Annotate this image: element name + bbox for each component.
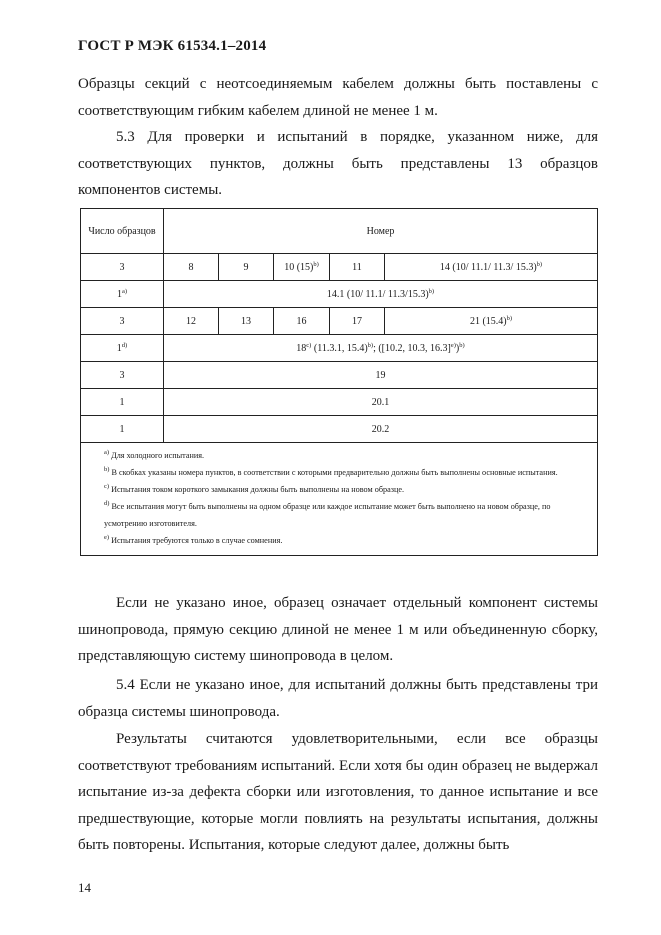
- footnote-ref: b): [313, 260, 319, 268]
- cell-samples: 1: [81, 389, 164, 416]
- paragraph-sample-definition: Если не указано иное, образец означает отдельный компонент системы шинопровода, прямую секцию длиной не менее 1 м или объединенную сборку, представляющую систему шинопровода в целом.: [78, 595, 598, 664]
- cell-samples: 1$^{d)}$: [81, 335, 164, 362]
- cell-number: 17: [330, 308, 385, 335]
- cell-number: 8: [164, 254, 219, 281]
- cell-number: 10 $(15)^{b)}$: [274, 254, 330, 281]
- table-row: [81, 254, 598, 281]
- table-row: [81, 362, 598, 389]
- table-row: [81, 389, 598, 416]
- footnote: $^{c)}$ Испытания током короткого замыкания должны быть выполнены на новом образце.: [104, 483, 405, 494]
- paragraph-cable-samples: Образцы секций с неотсоединяемым кабелем должны быть поставлены с соответствующим гибким кабелем длиной не менее 1 м.: [78, 76, 598, 119]
- cell-number: 9: [219, 254, 274, 281]
- paragraph-5-4: 5.4 Если не указано иное, для испытаний должны быть представлены три образца системы шинопровода.: [78, 677, 598, 720]
- cell-number: 20.1: [164, 389, 598, 416]
- cell-number: 11: [330, 254, 385, 281]
- header-cell-samples: Число образцов: [81, 209, 164, 254]
- cell-number: 21 $(15.4)^{b)}$: [385, 308, 598, 335]
- footnote-ref: b): [428, 287, 435, 295]
- cell-number: 18$^{c)}$ (11.3.1, 15.4)$^{b)}$; ([10.2, 10.3, 16.3]$^{e)}$)$^{b)}$: [164, 335, 598, 362]
- footnote-ref: b): [536, 260, 543, 268]
- cell-number: 12: [164, 308, 219, 335]
- cell-samples: 1$^{a)}$: [81, 281, 164, 308]
- table-notes: [81, 443, 598, 556]
- table-row: [81, 281, 598, 308]
- document-header: ГОСТ Р МЭК 61534.1–2014: [78, 38, 267, 54]
- cell-number: 14 (10/ 11.1/ 11.3/ 15.3)$^{b)}$: [385, 254, 598, 281]
- footnote: $^{a)}$ Для холодного испытания.: [104, 449, 205, 460]
- cell-number: 16: [274, 308, 330, 335]
- cell-number: 20.2: [164, 416, 598, 443]
- cell-samples: 3: [81, 254, 164, 281]
- cell-samples: 3: [81, 308, 164, 335]
- cell-number: 14.1 (10/ 11.1/ 11.3/15.3)$^{b)}$: [164, 281, 598, 308]
- samples-table: [80, 208, 598, 556]
- table-row: [81, 335, 598, 362]
- cell-number: 13: [219, 308, 274, 335]
- cell-samples: 1: [81, 416, 164, 443]
- cell-number: 19: [164, 362, 598, 389]
- table-header-row: [81, 209, 598, 254]
- footnote: $^{e)}$ Испытания требуются только в случае сомнения.: [104, 534, 283, 545]
- paragraph-5-3: 5.3 Для проверки и испытаний в порядке, указанном ниже, для соответствующих пунктов, должны быть представлены 13 образцов компонентов системы.: [78, 129, 598, 198]
- paragraph-results: Результаты считаются удовлетворительными, если все образцы соответствуют требованиям испытаний. Если хотя бы один образец не выдержал испытание из-за дефекта сборки или изготовления, то данное испытание и все предшествующие, которые могли повлиять на результаты испытания, должны быть повторены. Испытания, которые следуют далее, должны быть: [78, 731, 598, 853]
- footnote-ref: d): [121, 341, 128, 349]
- table-row: [81, 416, 598, 443]
- cell-samples: 3: [81, 362, 164, 389]
- page-number: 14: [78, 880, 91, 895]
- footnote: $^{b)}$ В скобках указаны номера пунктов, в соответствии с которыми предварительно должны быть выполнены основные испытания.: [104, 466, 558, 477]
- header-cell-number: Номер: [164, 209, 598, 254]
- table-row: [81, 308, 598, 335]
- footnote: $^{d)}$ Все испытания могут быть выполнены на одном образце или каждое испытание может быть выполнено на новом образце, по усмотрению изготовителя.: [104, 500, 551, 528]
- footnote-ref: a): [121, 287, 128, 295]
- footnote-ref: b): [506, 314, 513, 322]
- table-notes-row: [81, 443, 598, 556]
